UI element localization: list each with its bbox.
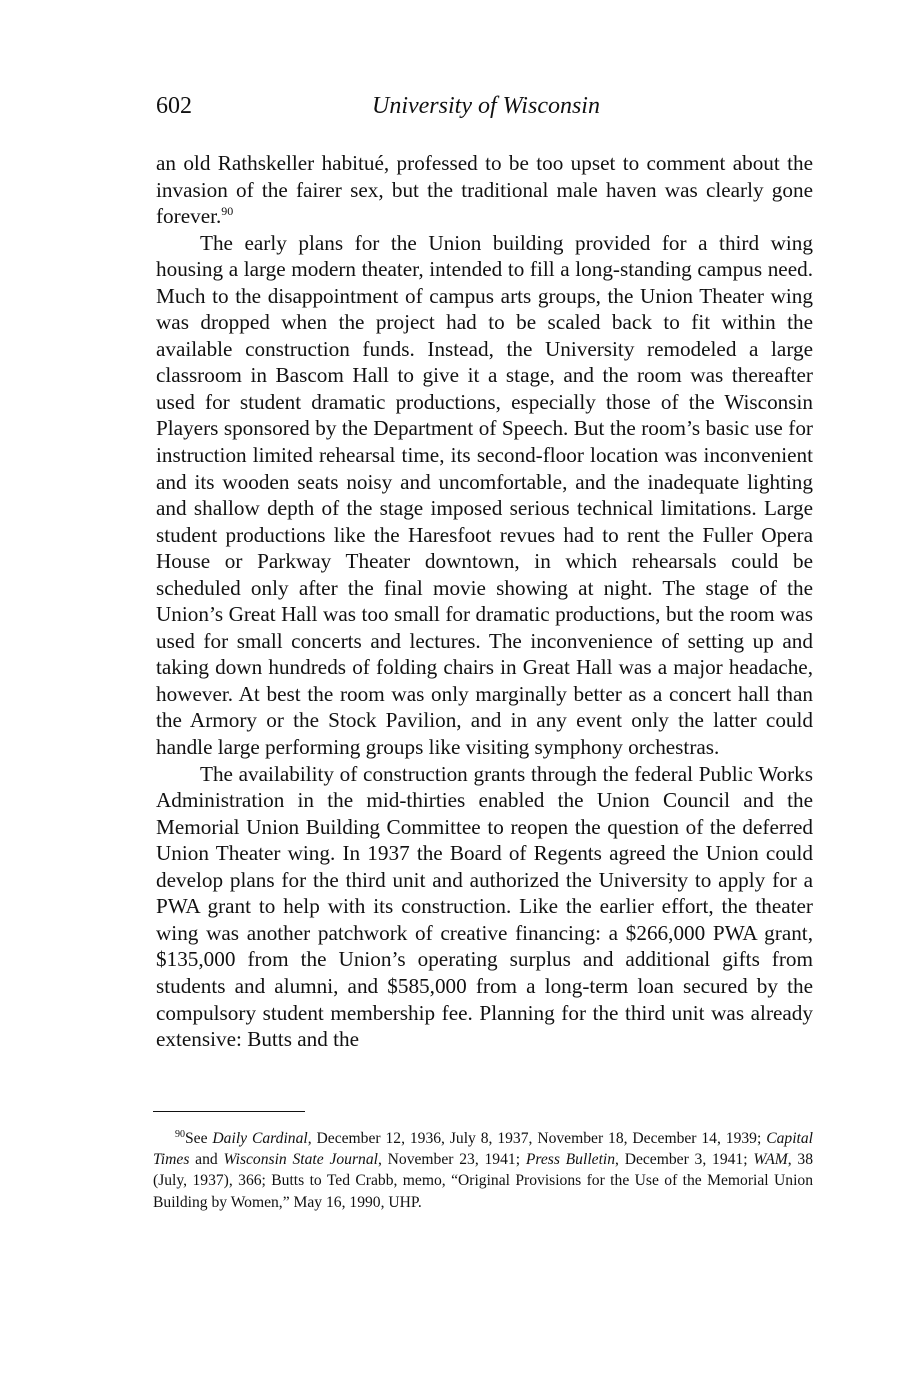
footnote-citation-title: Press Bulletin — [525, 1151, 616, 1169]
footnote-segment: See — [185, 1130, 213, 1147]
footnote-segment: and — [189, 1151, 224, 1169]
footnote-citation-title: WAM — [753, 1151, 788, 1169]
footnote-segment: , November 23, 1941; — [377, 1151, 526, 1169]
footnote-divider — [153, 1111, 305, 1112]
paragraph-1 — [156, 150, 813, 230]
footnote-segment: , December 3, 1941; — [615, 1151, 754, 1169]
footnote-citation-title: Capital Times — [153, 1130, 813, 1169]
page-number: 602 — [156, 93, 192, 119]
body-text — [156, 150, 813, 1053]
footnote-segment: , 38 (July, 1937), 366; Butts to Ted Crabb, memo, “Original Provisions for the Use of the Memorial Union Building by Women,” May 16, 1990, UHP. — [153, 1151, 814, 1211]
paragraph-3: The availability of construction grants through the federal Public Works Administration in the mid-thirties enabled the Union Council and the Memorial Union Building Committee to reopen the question of the deferred Union Theater wing. In 1937 the Board of Regents agreed the Union could develop plans for the third unit and authorized the University to apply for a PWA grant to help with its construction. Like the earlier effort, the theater wing was another patchwork of creative financing: a $266,000 PWA grant, $135,000 from the Union’s operating surplus and additional gifts from students and alumni, and $585,000 from a long-term loan secured by the compulsory student membership fee. Planning for the third unit was already extensive: Butts and the — [156, 761, 813, 1052]
footnote-90 — [153, 1128, 813, 1213]
running-title: University of Wisconsin — [372, 93, 600, 119]
running-header — [156, 88, 816, 124]
paragraph-1-text: an old Rathskeller habitué, professed to be too upset to comment about the invasion of the fairer sex, but the traditional male haven was clearly gone forever. — [156, 151, 813, 229]
footnote-text — [153, 1128, 813, 1213]
footnote-number: 90 — [175, 1128, 185, 1140]
footnote-segment: , December 12, 1936, July 8, 1937, November 18, December 14, 1939; — [307, 1130, 767, 1147]
footnote-citation-title: Wisconsin State Journal — [223, 1151, 378, 1169]
paragraph-2: The early plans for the Union building provided for a third wing housing a large modern theater, intended to fill a long-standing campus need. Much to the disappointment of campus arts groups, the Union Theater wing was dropped when the project had to be scaled back to fit within the available construction funds. Instead, the University remodeled a large classroom in Bascom Hall to give it a stage, and the room was thereafter used for student dramatic productions, especially those of the Wisconsin Players sponsored by the Department of Speech. But the room’s basic use for instruction limited rehearsal time, its second-floor location was inconvenient and its wooden seats noisy and uncomfortable, and the inadequate lighting and shallow depth of the stage imposed serious technical limitations. Large student productions like the Haresfoot revues had to rent the Fuller Opera House or Parkway Theater downtown, in which rehearsals could be scheduled only after the final movie showing at night. The stage of the Union’s Great Hall was too small for dramatic productions, but the room was used for small concerts and lectures. The inconvenience of setting up and taking down hundreds of folding chairs in Great Hall was a major headache, however. At best the room was only marginally better as a concert hall than the Armory or the Stock Pavilion, and in any event only the latter could handle large performing groups like visiting symphony orchestras. — [156, 230, 813, 760]
footnote-reference[interactable]: 90 — [221, 204, 234, 219]
footnote-citation-title: Daily Cardinal — [212, 1130, 308, 1147]
